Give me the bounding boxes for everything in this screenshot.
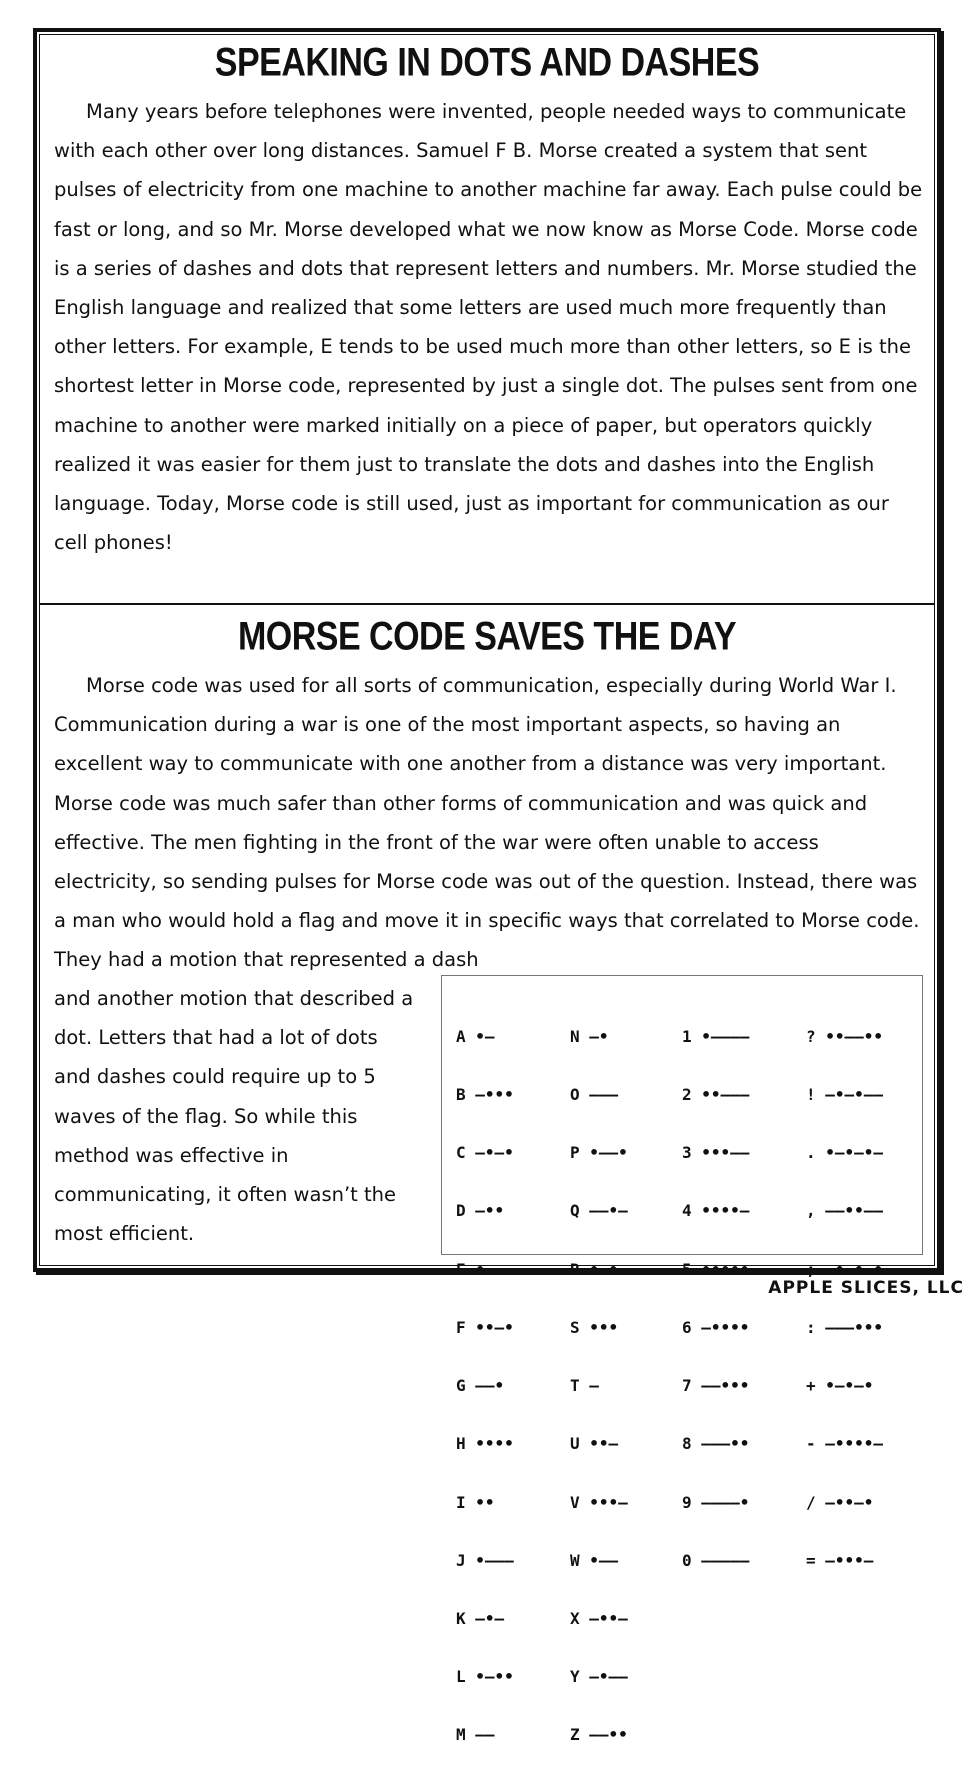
morse-row: I ••	[456, 1492, 495, 1512]
section1-paragraph	[54, 92, 924, 562]
morse-row: ; —•—•—•	[806, 1259, 884, 1279]
section2-paragraph-text: Morse code was used for all sorts of communication, especially during World War I. Communication during a war is one of the most important aspects, so having an excellent way to communicate with one another from a distance was very important. Morse code was much safer than other forms of communication and was quick and effective. The men fighting in the front of the war were often unable to access electricity, so sending pulses for Morse code was out of the question. Instead, there was a man who would hold a flag and move it in specific ways that correlated to Morse code. They had a motion that represented a dash	[54, 674, 920, 972]
morse-row: , ——••——	[806, 1201, 884, 1221]
morse-row: Y —•——	[570, 1667, 628, 1687]
section2-continuation: and another motion that described a dot. Letters that had a lot of dots and dashes could require up to 5 waves of the flag. So while this method was effective in communicating, it often wasn’t the most efficient.	[54, 987, 414, 1246]
morse-row: K —•—	[456, 1609, 505, 1628]
morse-row: S •••	[570, 1317, 619, 1337]
section2-paragraph	[54, 666, 924, 980]
morse-row: G ——•	[456, 1376, 505, 1396]
morse-row: X —••—	[570, 1609, 628, 1628]
section1-title: SPEAKING IN DOTS AND DASHES	[214, 40, 760, 85]
morse-row: H ••••	[456, 1434, 514, 1454]
morse-row: M ——	[456, 1725, 495, 1745]
morse-column-a-m	[456, 988, 514, 1784]
section-divider	[39, 603, 935, 605]
morse-row: U ••—	[570, 1434, 619, 1454]
morse-row: D —••	[456, 1201, 505, 1221]
morse-row: 7 ——•••	[682, 1376, 750, 1396]
morse-row: B —•••	[456, 1085, 514, 1105]
morse-row: 0 —————	[682, 1550, 750, 1570]
morse-row: 1 •————	[682, 1026, 750, 1046]
footer-credit: APPLE SLICES, LLC	[768, 1278, 964, 1298]
morse-row: 9 ————•	[682, 1492, 750, 1512]
section1-paragraph-text: Many years before telephones were invented, people needed ways to communicate with each other over long distances. Samuel F B. Morse created a system that sent pulses of electricity from one machine to another machine far away. Each pulse could be fast or long, and so Mr. Morse developed what we now know as Morse Code. Morse code is a series of dashes and dots that represent letters and numbers. Mr. Morse studied the English language and realized that some letters are used much more frequently than other letters. For example, E tends to be used much more than other letters, so E is the shortest letter in Morse code, represented by just a single dot. The pulses sent from one machine to another were marked initially on a piece of paper, but operators quickly realized it was easier for them just to translate the dots and dashes into the English language. Today, Morse code is still used, just as important for communication as our cell phones!	[54, 100, 923, 555]
morse-row: 6 —••••	[682, 1317, 750, 1337]
morse-row: 5 •••••	[682, 1259, 750, 1279]
morse-row: W •——	[570, 1550, 619, 1570]
morse-row: A •—	[456, 1026, 495, 1046]
morse-row: E •	[456, 1259, 485, 1279]
morse-column-numbers	[682, 988, 749, 1609]
morse-row: - —••••—	[806, 1434, 884, 1454]
morse-row: Z ——••	[570, 1725, 628, 1745]
morse-column-n-z	[570, 988, 628, 1784]
morse-row: O ———	[570, 1085, 619, 1105]
morse-row: + •—•—•	[806, 1376, 874, 1396]
morse-row: V •••—	[570, 1492, 628, 1512]
morse-row: 3 •••——	[682, 1143, 750, 1163]
morse-row: T —	[570, 1376, 599, 1396]
morse-row: C —•—•	[456, 1143, 514, 1163]
morse-row: L •—••	[456, 1667, 514, 1687]
morse-row: ! —•—•——	[806, 1085, 884, 1105]
morse-row: Q ——•—	[570, 1201, 628, 1221]
morse-row: = —•••—	[806, 1550, 874, 1570]
morse-row: N —•	[570, 1026, 609, 1046]
morse-row: ? ••——••	[806, 1026, 884, 1046]
section2-title: MORSE CODE SAVES THE DAY	[237, 614, 737, 659]
morse-row: F ••—•	[456, 1317, 514, 1337]
morse-row: 2 ••———	[682, 1085, 750, 1105]
morse-row: R •—•	[570, 1259, 619, 1279]
morse-row: : ———•••	[806, 1317, 884, 1337]
morse-row: 8 ———••	[682, 1434, 750, 1454]
morse-row: / —••—•	[806, 1492, 874, 1512]
morse-column-punctuation	[806, 988, 883, 1609]
morse-row: P •——•	[570, 1143, 628, 1163]
morse-row: . •—•—•—	[806, 1143, 884, 1163]
morse-row: J •———	[456, 1550, 514, 1570]
morse-row: 4 ••••—	[682, 1201, 750, 1221]
